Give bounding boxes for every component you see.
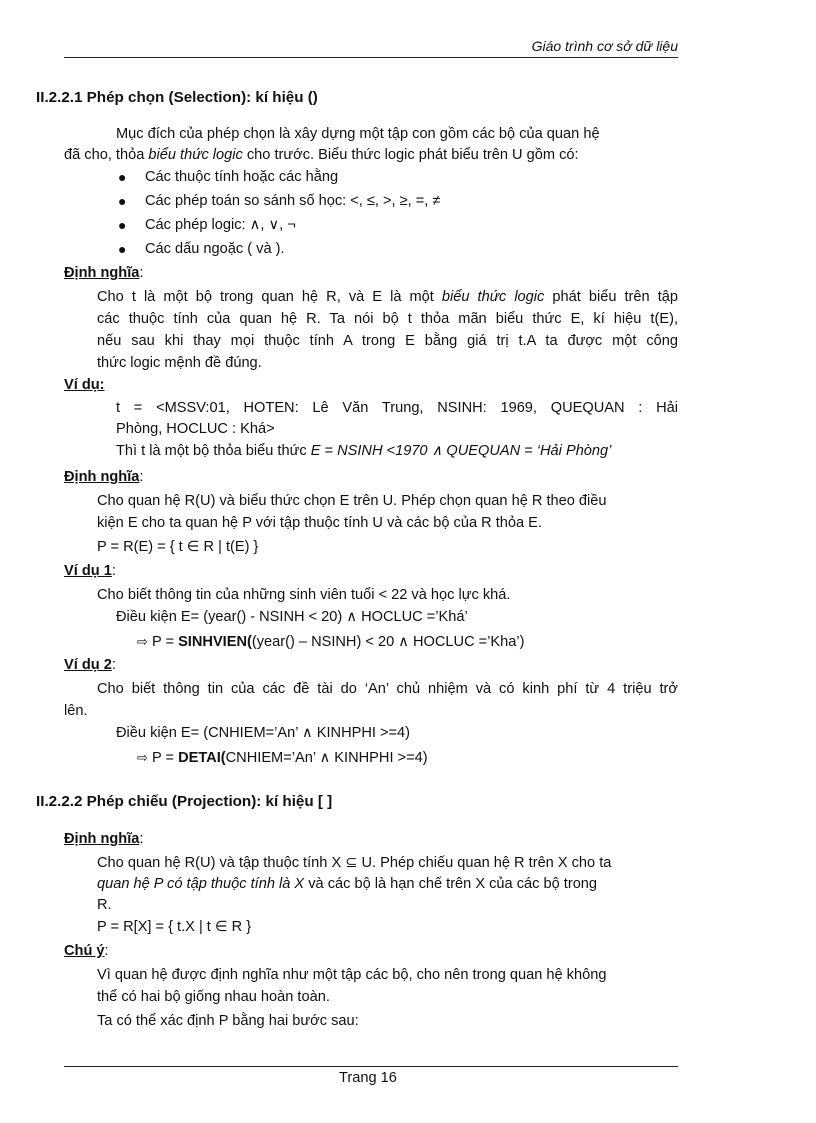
definition-text: nếu sau khi thay mọi thuộc tính A trong E bằng giá trị t.A ta được một công [97, 333, 678, 349]
intro-text-1: Mục đích của phép chọn là xây dựng một tập con gồm các bộ của quan hệ [116, 126, 600, 142]
definition-text: Cho t là một bộ trong quan hệ R, và E là một biểu thức logic phát biểu trên tập [97, 289, 678, 305]
example-text: lên. [64, 703, 88, 719]
example-result: ⇨ P = DETAI(CNHIEM=’An’ ∧ KINHPHI >=4) [137, 750, 428, 766]
note-label: Chú ý: [64, 943, 109, 959]
bullet-item [118, 239, 126, 261]
definition-label: Định nghĩa: [64, 265, 144, 281]
intro-text-2c: cho trước. Biểu thức logic phát biểu trên U gồm có: [242, 147, 579, 163]
example-text: Thì t là một bộ thỏa biểu thức E = NSINH <1970 ∧ QUEQUAN = ‘Hải Phòng’ [116, 443, 612, 459]
example-text: Cho biết thông tin của những sinh viên tuổi < 22 và học lực khá. [97, 587, 511, 603]
bullet-item [118, 191, 126, 213]
bullet-icon: ● [118, 241, 127, 257]
note-text: thể có hai bộ giống nhau hoàn toàn. [97, 989, 330, 1005]
intro-line-1 [64, 124, 678, 145]
example-result: ⇨ P = SINHVIEN((year() – NSINH) < 20 ∧ HOCLUC =’Kha’) [137, 634, 525, 650]
formula: P = R[X] = { t.X | t ∈ R } [97, 919, 252, 935]
arrow-icon: ⇨ [137, 750, 148, 765]
example-text: Cho biết thông tin của các đề tài do ‘An’ chủ nhiệm và có kinh phí từ 4 triệu trở [97, 681, 678, 697]
intro-text-2a: đã cho, thỏa [64, 147, 149, 163]
bullet-text: Các phép toán so sánh số học: <, ≤, >, ≥, =, ≠ [145, 193, 441, 209]
header-rule [64, 57, 678, 58]
bullet-icon: ● [118, 217, 127, 233]
definition-text: các thuộc tính của quan hệ R. Ta nói bộ t thỏa mãn biểu thức E, kí hiệu t(E), [97, 311, 678, 327]
bullet-item [118, 167, 126, 189]
definition-text: Cho quan hệ R(U) và tập thuộc tính X ⊆ U. Phép chiếu quan hệ R trên X cho ta [97, 855, 612, 871]
intro-text-2b: biểu thức logic [148, 147, 243, 163]
footer-rule [64, 1066, 678, 1067]
bullet-icon: ● [118, 169, 127, 185]
page-number: Trang 16 [339, 1070, 397, 1086]
example-label: Ví dụ 1: [64, 563, 116, 579]
intro-line-2 [64, 145, 579, 166]
note-text: Vì quan hệ được định nghĩa như một tập các bộ, cho nên trong quan hệ không [97, 967, 607, 983]
definition-text: Cho quan hệ R(U) và biểu thức chọn E trên U. Phép chọn quan hệ R theo điều [97, 493, 607, 509]
example-text: Phòng, HOCLUC : Khá> [116, 421, 275, 437]
bullet-text: Các phép logic: ∧, ∨, ¬ [145, 217, 296, 233]
arrow-icon: ⇨ [137, 634, 148, 649]
bullet-icon: ● [118, 193, 127, 209]
formula: P = R(E) = { t ∈ R | t(E) } [97, 539, 259, 555]
example-text: t = <MSSV:01, HOTEN: Lê Văn Trung, NSINH: 1969, QUEQUAN : Hải [116, 400, 678, 416]
definition-text: thức logic mệnh đề đúng. [97, 355, 262, 371]
definition-text: R. [97, 897, 112, 913]
example-label: Ví dụ 2: [64, 657, 116, 673]
note-text: Ta có thể xác định P bằng hai bước sau: [97, 1013, 359, 1029]
bullet-text: Các dấu ngoặc ( và ). [145, 241, 285, 257]
definition-text: quan hệ P có tập thuộc tính là X và các bộ là hạn chế trên X của các bộ trong [97, 876, 598, 892]
bullet-text: Các thuộc tính hoặc các hằng [145, 169, 339, 185]
section-heading-selection: II.2.2.1 Phép chọn (Selection): kí hiệu () [36, 89, 318, 106]
definition-label: Định nghĩa: [64, 469, 144, 485]
definition-label: Định nghĩa: [64, 831, 144, 847]
example-text: Điều kiện E= (year() - NSINH < 20) ∧ HOCLUC =’Khá’ [116, 609, 468, 625]
example-label: Ví dụ: [64, 377, 105, 393]
bullet-item [118, 215, 126, 237]
example-text: Điều kiện E= (CNHIEM=’An’ ∧ KINHPHI >=4) [116, 725, 411, 741]
section-heading-projection: II.2.2.2 Phép chiếu (Projection): kí hiệu [ ] [36, 793, 333, 810]
definition-text: kiện E cho ta quan hệ P với tập thuộc tính U và các bộ của R thỏa E. [97, 515, 542, 531]
header-title: Giáo trình cơ sở dữ liệu [531, 38, 678, 54]
